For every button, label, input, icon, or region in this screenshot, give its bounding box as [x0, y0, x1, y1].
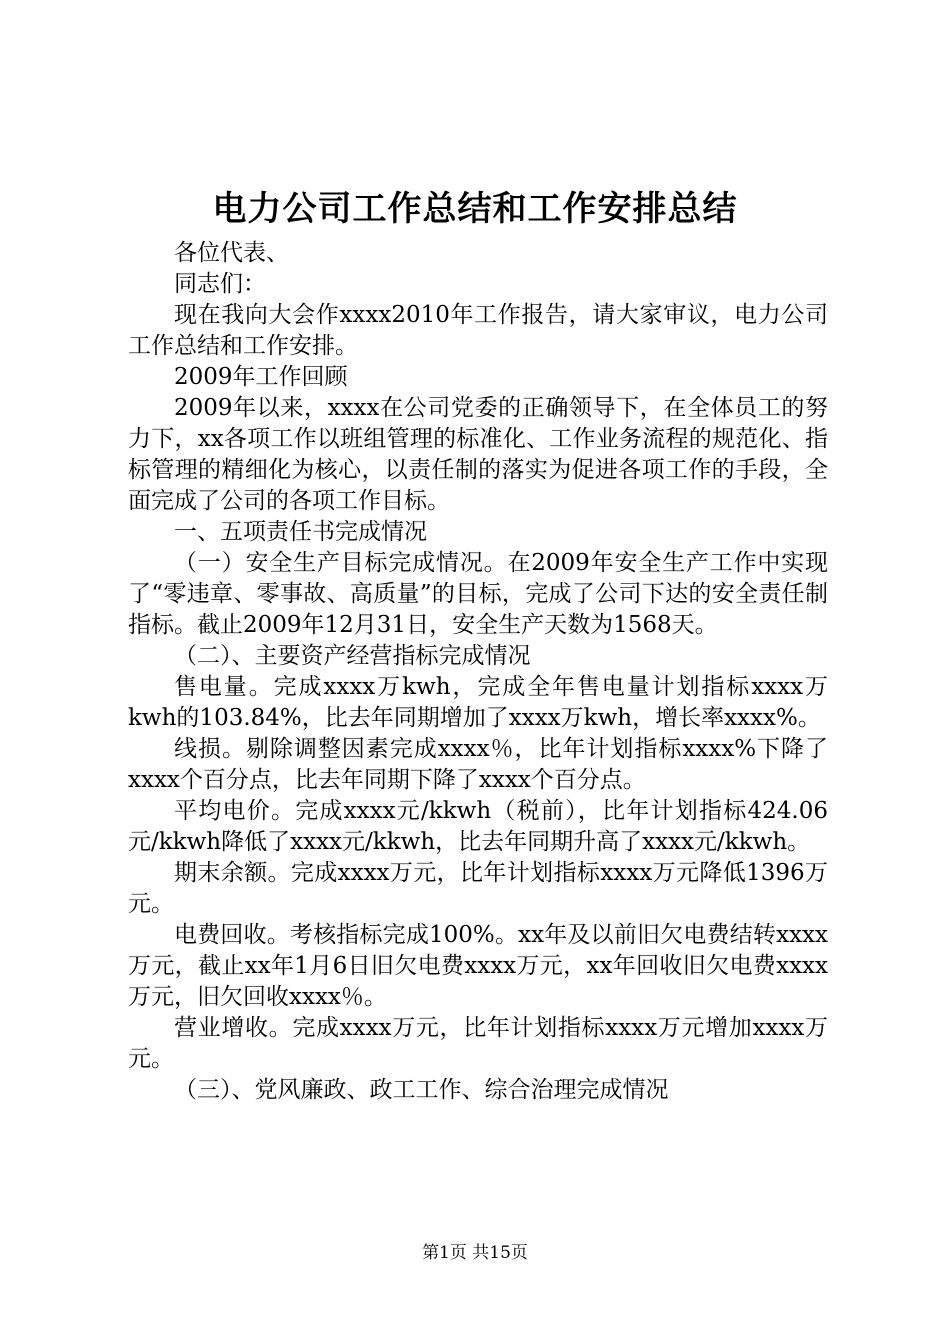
paragraph: 期末余额。完成xxxx万元，比年计划指标xxxx万元降低1396万元。	[128, 860, 828, 917]
page-footer: 第1页 共15页	[422, 1243, 528, 1263]
paragraph: 电费回收。考核指标完成100%。xx年及以前旧欠电费结转xxxx万元，截止xx年1月6日旧欠电费xxxx万元，xx年回收旧欠电费xxxx万元，旧欠回收xxxx％。	[128, 922, 828, 1010]
document-body	[128, 238, 828, 1106]
paragraph: （三）、党风廉政、政工工作、综合治理完成情况	[174, 1077, 669, 1103]
paragraph: 平均电价。完成xxxx元/kkwh（税前），比年计划指标424.06元/kkwh降低了xxxx元/kkwh，比去年同期升高了xxxx元/kkwh。	[128, 798, 828, 855]
paragraph: 线损。剔除调整因素完成xxxx％，比年计划指标xxxx%下降了xxxx个百分点，比去年同期下降了xxxx个百分点。	[128, 736, 828, 793]
paragraph: 一、五项责任书完成情况	[174, 519, 427, 545]
paragraph: 各位代表、	[174, 240, 289, 266]
paragraph: 同志们：	[174, 271, 266, 297]
paragraph: （一）安全生产目标完成情况。在2009年安全生产工作中实现了“零违章、零事故、高质量”的目标，完成了公司下达的安全责任制指标。截止2009年12月31日，安全生产天数为1568天。	[128, 550, 828, 638]
paragraph: 2009年工作回顾	[174, 364, 348, 390]
paragraph: 售电量。完成xxxx万kwh，完成全年售电量计划指标xxxx万kwh的103.84%，比去年同期增加了xxxx万kwh，增长率xxxx%。	[128, 674, 828, 731]
paragraph: 2009年以来，xxxx在公司党委的正确领导下，在全体员工的努力下，xx各项工作以班组管理的标准化、工作业务流程的规范化、指标管理的精细化为核心，以责任制的落实为促进各项工作的手段，全面完成了公司的各项工作目标。	[128, 395, 828, 514]
document-title: 电力公司工作总结和工作安排总结	[212, 189, 738, 229]
paragraph: 现在我向大会作xxxx2010年工作报告，请大家审议，电力公司工作总结和工作安排。	[128, 302, 828, 359]
paragraph: 营业增收。完成xxxx万元，比年计划指标xxxx万元增加xxxx万元。	[128, 1015, 828, 1072]
paragraph: （二）、主要资产经营指标完成情况	[174, 643, 531, 669]
